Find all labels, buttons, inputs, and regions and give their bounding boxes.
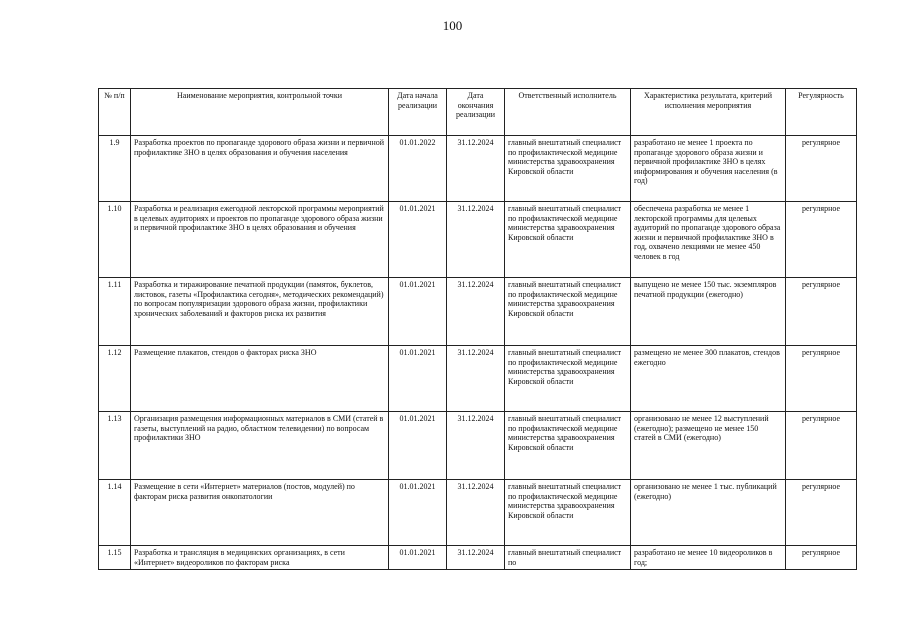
row-responsible: главный внештатный специалист по профилактической медицине министерства здравоохранения Кировской области [505,136,631,202]
row-result: организовано не менее 1 тыс. публикаций (ежегодно) [631,480,786,546]
row-activity-name: Организация размещения информационных материалов в СМИ (статей в газеты, выступлений на радио, областном телевидении) по вопросам профилактики ЗНО [131,412,389,480]
row-responsible: главный внештатный специалист по [505,546,631,570]
row-activity-name: Разработка проектов по пропаганде здорового образа жизни и первичной профилактике ЗНО в целях образования и обучения населения [131,136,389,202]
header-start-date: Дата начала реализации [389,89,447,136]
row-end-date: 31.12.2024 [447,346,505,412]
row-regularity: регулярное [786,202,857,278]
row-number: 1.14 [99,480,131,546]
row-start-date: 01.01.2021 [389,546,447,570]
row-responsible: главный внештатный специалист по профилактической медицине министерства здравоохранения Кировской области [505,278,631,346]
header-name: Наименование мероприятия, контрольной точки [131,89,389,136]
row-result: обеспечена разработка не менее 1 лекторской программы для целевых аудиторий по пропаганде здорового образа жизни и первичной профилактике ЗНО в год, охвачено лекциями не менее 450 человек в год [631,202,786,278]
row-result: разработано не менее 10 видеороликов в год; [631,546,786,570]
row-regularity: регулярное [786,136,857,202]
header-responsible: Ответственный исполнитель [505,89,631,136]
row-number: 1.9 [99,136,131,202]
table-row [99,546,857,570]
row-result: выпущено не менее 150 тыс. экземпляров печатной продукции (ежегодно) [631,278,786,346]
row-number: 1.10 [99,202,131,278]
row-responsible: главный внештатный специалист по профилактической медицине министерства здравоохранения Кировской области [505,202,631,278]
row-regularity: регулярное [786,412,857,480]
activity-table [98,88,857,570]
row-activity-name: Размещение плакатов, стендов о факторах риска ЗНО [131,346,389,412]
row-number: 1.11 [99,278,131,346]
header-result: Характеристика результата, критерий исполнения мероприятия [631,89,786,136]
table-row [99,412,857,480]
table-row [99,278,857,346]
row-activity-name: Разработка и реализация ежегодной лекторской программы мероприятий в целевых аудиториях и проектов по пропаганде здорового образа жизни и первичной профилактике ЗНО в целях образования и обучения [131,202,389,278]
row-end-date: 31.12.2024 [447,278,505,346]
row-start-date: 01.01.2021 [389,480,447,546]
row-activity-name: Разработка и тиражирование печатной продукции (памяток, буклетов, листовок, газеты «Профилактика сегодня», методических рекомендаций) по вопросам популяризации здорового образа жизни, профилактики хронических заболеваний и факторов риска их развития [131,278,389,346]
row-result: организовано не менее 12 выступлений (ежегодно); размещено не менее 150 статей в СМИ (ежегодно) [631,412,786,480]
row-start-date: 01.01.2021 [389,202,447,278]
row-activity-name: Разработка и трансляция в медицинских организациях, в сети «Интернет» видеороликов по факторам риска [131,546,389,570]
header-end-date: Дата окончания реализации [447,89,505,136]
header-regularity: Регулярность [786,89,857,136]
page-number: 100 [442,18,463,33]
row-regularity: регулярное [786,480,857,546]
row-regularity: регулярное [786,278,857,346]
row-regularity: регулярное [786,346,857,412]
table-row [99,136,857,202]
row-end-date: 31.12.2024 [447,480,505,546]
row-start-date: 01.01.2021 [389,412,447,480]
row-regularity: регулярное [786,546,857,570]
table-header-row [99,89,857,136]
row-start-date: 01.01.2021 [389,278,447,346]
row-number: 1.12 [99,346,131,412]
row-start-date: 01.01.2022 [389,136,447,202]
header-num: № п/п [99,89,131,136]
row-end-date: 31.12.2024 [447,136,505,202]
row-result: разработано не менее 1 проекта по пропаганде здорового образа жизни и первичной профилактике ЗНО в целях информирования и обучения населения (в год) [631,136,786,202]
row-number: 1.15 [99,546,131,570]
row-responsible: главный внештатный специалист по профилактической медицине министерства здравоохранения Кировской области [505,480,631,546]
table-row [99,202,857,278]
row-end-date: 31.12.2024 [447,202,505,278]
row-number: 1.13 [99,412,131,480]
table-row [99,480,857,546]
row-end-date: 31.12.2024 [447,412,505,480]
row-end-date: 31.12.2024 [447,546,505,570]
row-result: размещено не менее 300 плакатов, стендов ежегодно [631,346,786,412]
table-row [99,346,857,412]
row-responsible: главный внештатный специалист по профилактической медицине министерства здравоохранения Кировской области [505,346,631,412]
row-start-date: 01.01.2021 [389,346,447,412]
row-activity-name: Размещение в сети «Интернет» материалов (постов, модулей) по факторам риска развития онкопатологии [131,480,389,546]
row-responsible: главный внештатный специалист по профилактической медицине министерства здравоохранения Кировской области [505,412,631,480]
